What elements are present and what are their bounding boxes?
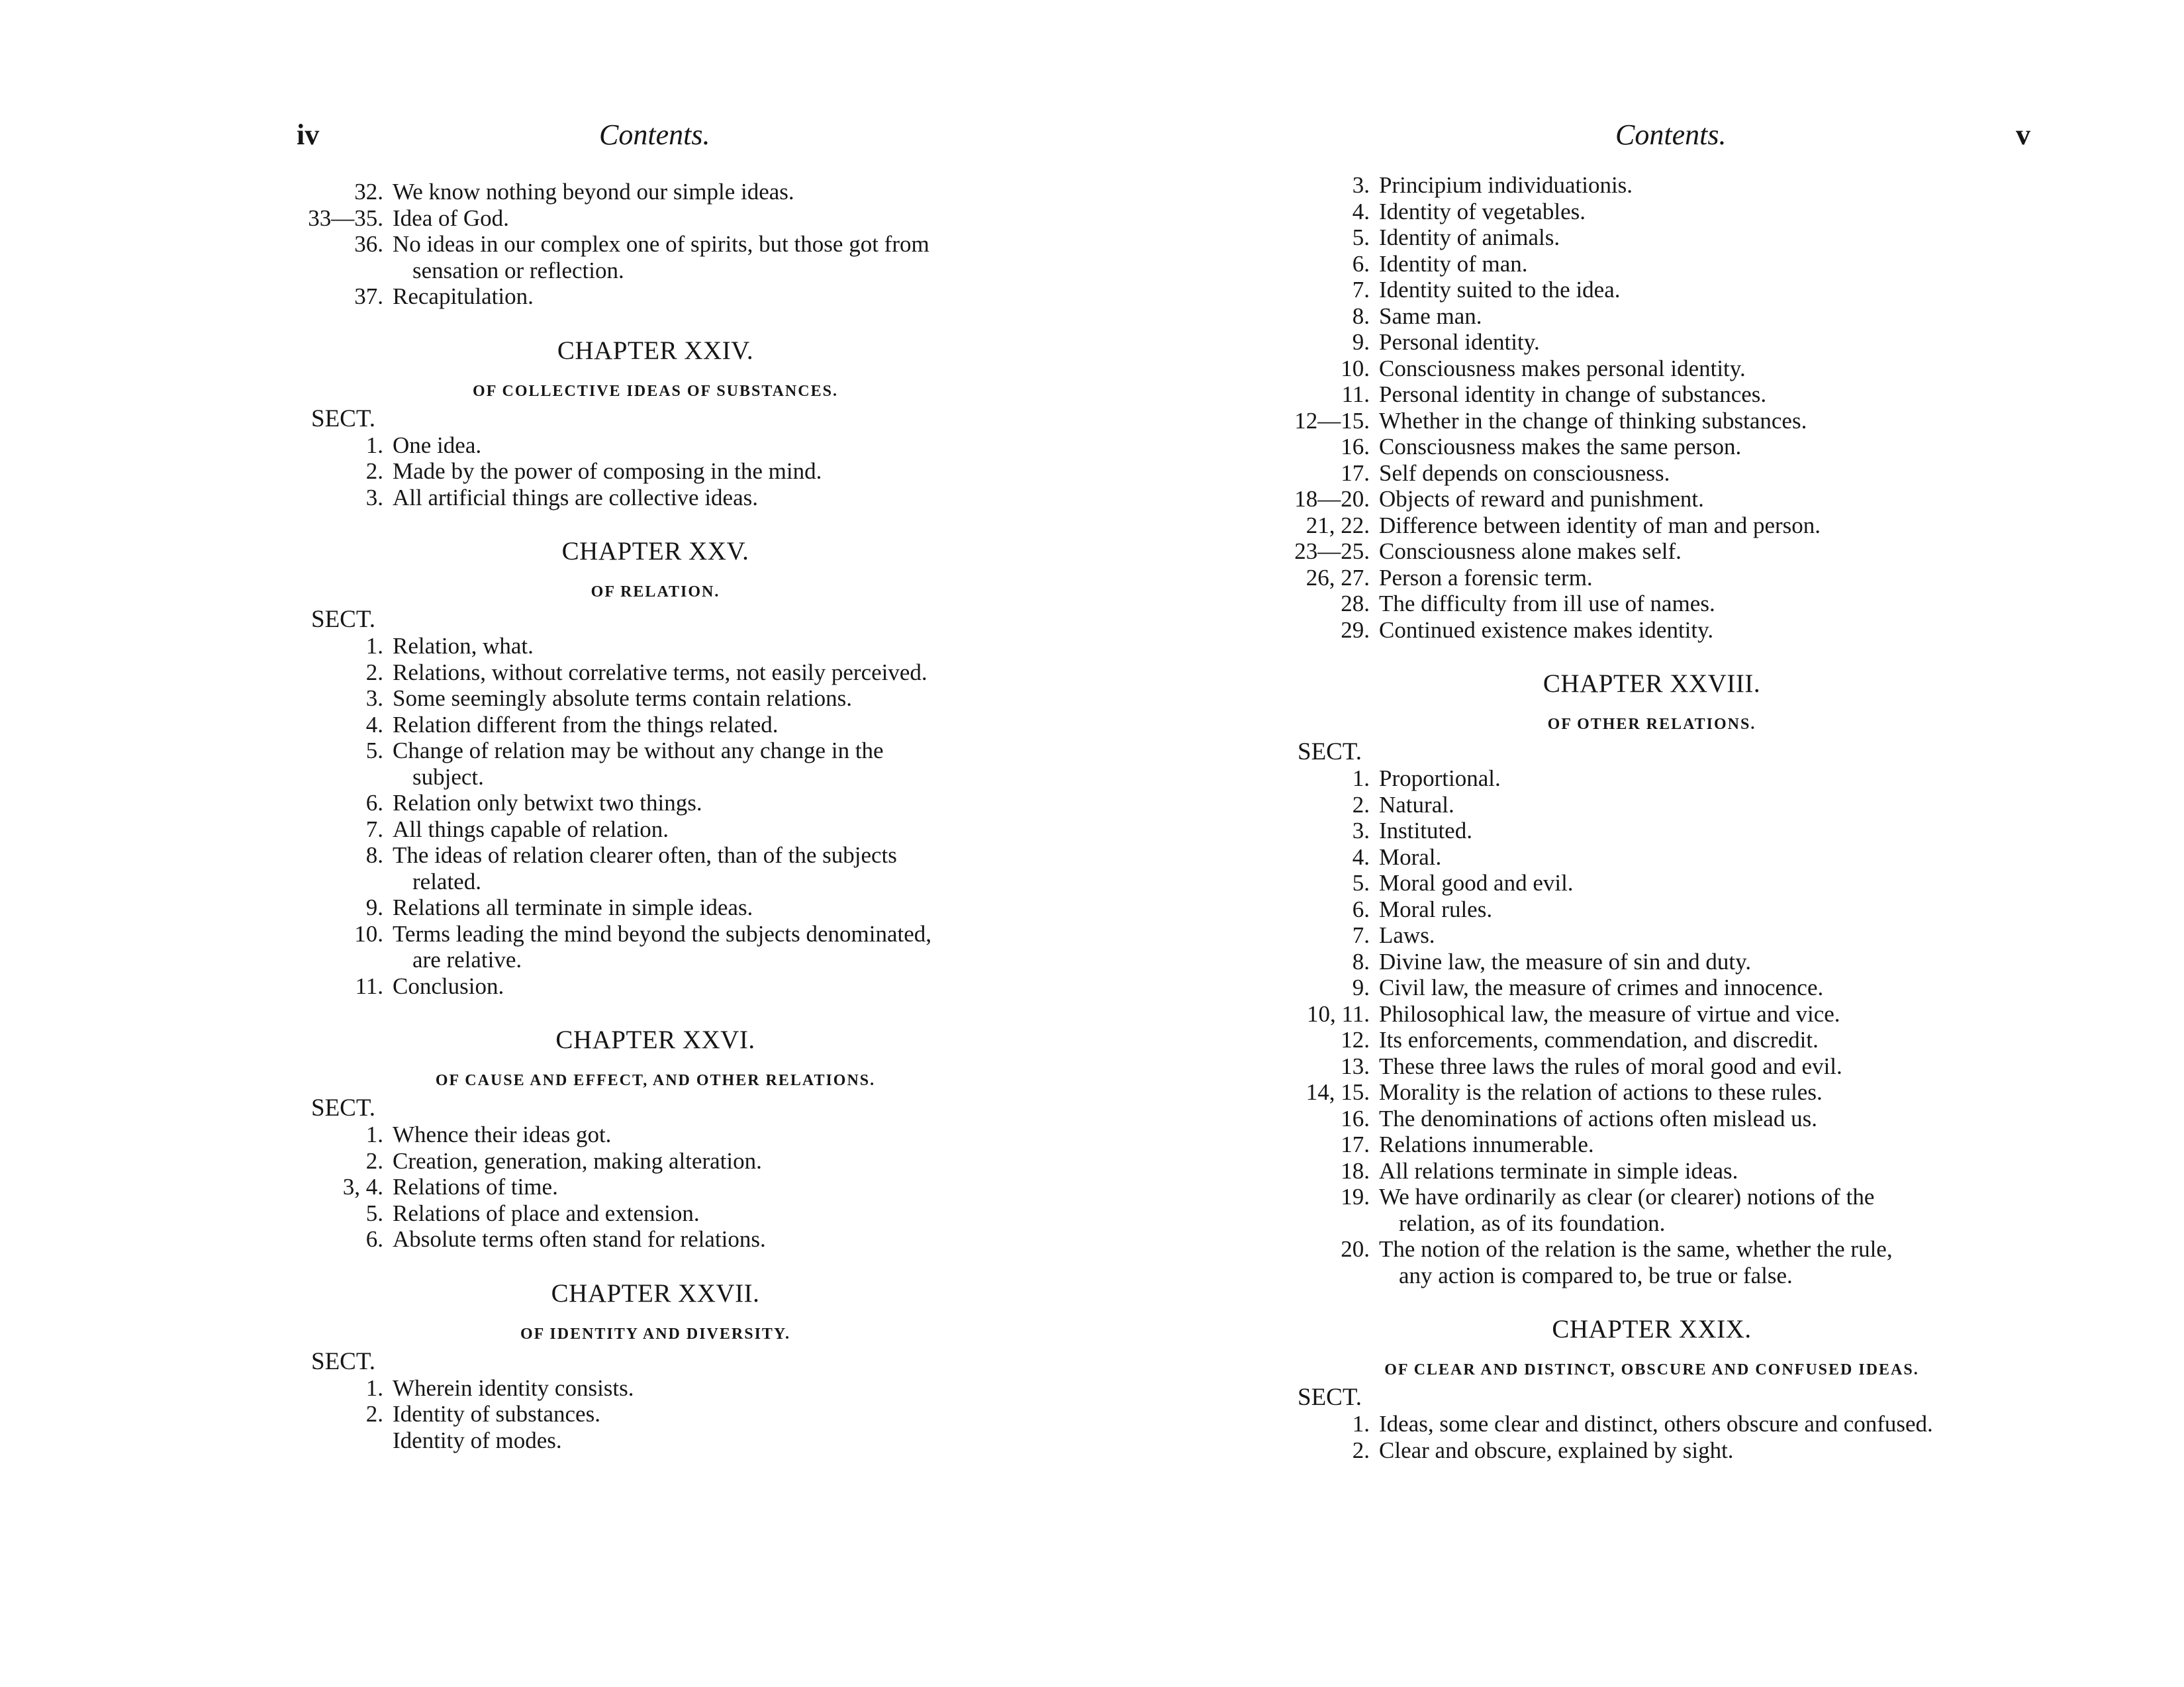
- entry-text-continued: relation, as of its foundation.: [1399, 1210, 1666, 1236]
- toc-entry: [1278, 381, 2026, 408]
- chapter-subtitle: OF CLEAR AND DISTINCT, OBSCURE AND CONFUSED IDEAS.: [1384, 1361, 1919, 1378]
- entry-text: Identity suited to the idea.: [1379, 277, 1621, 303]
- entry-text: Relation only betwixt two things.: [393, 790, 702, 816]
- toc-entry: [1278, 565, 2026, 591]
- entry-text: Clear and obscure, explained by sight.: [1379, 1437, 1734, 1463]
- entry-text: Identity of substances.: [393, 1401, 600, 1427]
- entry-text: Same man.: [1379, 303, 1482, 329]
- toc-entry: [1278, 303, 2026, 330]
- section-number: 6.: [1352, 896, 1370, 922]
- section-number: 12—15.: [1294, 407, 1370, 434]
- section-number: 2.: [1352, 1437, 1370, 1463]
- chapter-heading: CHAPTER XXVI.: [555, 1026, 755, 1054]
- section-number: 9.: [1352, 329, 1370, 355]
- toc-entry: [1278, 1437, 2026, 1464]
- section-number: 4.: [1352, 198, 1370, 224]
- entry-text: Person a forensic term.: [1379, 564, 1593, 591]
- section-number: 20.: [1341, 1236, 1370, 1262]
- entry-text: Whence their ideas got.: [393, 1122, 612, 1147]
- section-number: 33—35.: [308, 205, 383, 231]
- sect-label: SECT.: [311, 405, 375, 432]
- entry-text: Wherein identity consists.: [393, 1374, 634, 1401]
- entry-text: Change of relation may be without any change in the: [393, 738, 884, 763]
- entry-text: We have ordinarily as clear (or clearer) notions of the: [1379, 1184, 1875, 1210]
- toc-entry: [291, 205, 1020, 232]
- toc-entry: [1278, 1184, 2026, 1236]
- toc-entry: [291, 712, 1020, 738]
- section-number: 28.: [1341, 591, 1370, 616]
- toc-entry: [291, 816, 1020, 843]
- section-number: 29.: [1341, 616, 1370, 643]
- entry-text: We know nothing beyond our simple ideas.: [393, 179, 794, 205]
- entry-text: These three laws the rules of moral good and evil.: [1379, 1053, 1842, 1079]
- entry-text: Proportional.: [1379, 765, 1501, 791]
- toc-entry: [291, 1375, 1020, 1402]
- toc-entry: [1278, 172, 2026, 199]
- toc-entry: [1278, 329, 2026, 356]
- sect-label: SECT.: [311, 1347, 375, 1375]
- toc-entry: [291, 1122, 1020, 1148]
- section-number: 4.: [365, 711, 383, 738]
- section-number: 2.: [1352, 791, 1370, 818]
- entry-text: Difference between identity of man and person.: [1379, 512, 1821, 538]
- toc-entry: [1278, 1079, 2026, 1106]
- toc-entry: [1278, 434, 2026, 460]
- entry-text: Relations, without correlative terms, not easily perceived.: [393, 659, 927, 685]
- section-number: 1.: [365, 633, 383, 659]
- entry-text: Identity of modes.: [393, 1427, 562, 1453]
- section-number: 11.: [355, 973, 383, 999]
- entry-text: Instituted.: [1379, 818, 1472, 844]
- section-number: 16.: [1341, 1105, 1370, 1132]
- section-number: 1.: [365, 432, 383, 458]
- entry-text-continued: subject.: [412, 763, 484, 790]
- toc-entry: [291, 1427, 1020, 1454]
- sect-label: SECT.: [311, 606, 375, 633]
- entry-text: Moral.: [1379, 844, 1442, 870]
- entry-text-continued: are relative.: [412, 947, 522, 973]
- entry-text: Its enforcements, commendation, and discredit.: [1379, 1027, 1819, 1053]
- sect-label: SECT.: [311, 1094, 375, 1122]
- toc-entry: [1278, 512, 2026, 539]
- section-number: 1.: [1352, 1411, 1370, 1437]
- toc-entry: [1278, 591, 2026, 617]
- entry-text: Whether in the change of thinking substances.: [1379, 407, 1807, 434]
- section-number: 37.: [354, 283, 383, 309]
- entry-text: Conclusion.: [393, 973, 504, 999]
- sect-label: SECT.: [1298, 738, 1362, 765]
- entry-text: Relations of time.: [393, 1174, 558, 1200]
- section-number: 18.: [1341, 1157, 1370, 1184]
- section-number: 21, 22.: [1306, 512, 1370, 538]
- toc-entry: [291, 1148, 1020, 1175]
- entry-text: Absolute terms often stand for relations.: [393, 1226, 766, 1252]
- entry-text: Recapitulation.: [393, 283, 534, 309]
- section-number: 3.: [1352, 172, 1370, 198]
- section-number: 9.: [1352, 975, 1370, 1000]
- entry-text: Some seemingly absolute terms contain relations.: [393, 685, 853, 711]
- toc-entry: [1278, 356, 2026, 382]
- section-number: 8.: [1352, 303, 1370, 329]
- entry-text-continued: related.: [412, 868, 481, 894]
- entry-text: Divine law, the measure of sin and duty.: [1379, 948, 1752, 975]
- toc-entry: [291, 179, 1020, 205]
- chapter-subtitle: OF COLLECTIVE IDEAS OF SUBSTANCES.: [473, 382, 838, 400]
- entry-text: Terms leading the mind beyond the subjects denominated,: [393, 920, 932, 947]
- toc-entry: [291, 1226, 1020, 1253]
- section-number: 10, 11.: [1307, 1000, 1370, 1027]
- entry-text: Consciousness makes the same person.: [1379, 434, 1742, 459]
- entry-text: Identity of vegetables.: [1379, 198, 1586, 224]
- section-number: 4.: [1352, 844, 1370, 870]
- entry-text: Ideas, some clear and distinct, others obscure and confused.: [1379, 1411, 1933, 1437]
- entry-text: Moral rules.: [1379, 896, 1493, 922]
- right-page: [1086, 0, 2184, 1687]
- section-number: 9.: [365, 894, 383, 920]
- toc-entry: [1278, 277, 2026, 303]
- section-number: 8.: [365, 842, 383, 868]
- entry-text: All things capable of relation.: [393, 816, 669, 842]
- section-number: 5.: [1352, 870, 1370, 896]
- toc-entry: [291, 1200, 1020, 1227]
- section-number: 5.: [1352, 224, 1370, 250]
- section-number: 23—25.: [1294, 538, 1370, 564]
- toc-entry: [1278, 199, 2026, 225]
- toc-entry: [1278, 949, 2026, 975]
- section-number: 3.: [365, 685, 383, 711]
- toc-entry: [1278, 251, 2026, 277]
- running-head: Contents.: [1615, 119, 1727, 151]
- toc-entry: [291, 685, 1020, 712]
- entry-text-continued: sensation or reflection.: [412, 257, 624, 283]
- chapter-subtitle: OF IDENTITY AND DIVERSITY.: [520, 1325, 791, 1343]
- contents-body: [1278, 172, 2026, 1463]
- chapter-xxvi: [291, 1025, 1020, 1253]
- chapter-xxix: [1278, 1314, 2026, 1463]
- toc-entry: [1278, 486, 2026, 512]
- entry-text: Relation different from the things related.: [393, 711, 779, 738]
- toc-entry: [291, 921, 1020, 973]
- entry-text: The ideas of relation clearer often, than of the subjects: [393, 842, 897, 868]
- chapter-heading: CHAPTER XXVIII.: [1543, 669, 1761, 698]
- toc-entry: [291, 894, 1020, 921]
- entry-text: Moral good and evil.: [1379, 870, 1574, 896]
- section-number: 12.: [1341, 1027, 1370, 1053]
- toc-entry: [291, 738, 1020, 790]
- entry-text: All relations terminate in simple ideas.: [1379, 1157, 1738, 1184]
- page-number: v: [2016, 119, 2030, 151]
- toc-entry: [291, 458, 1020, 485]
- chapter-heading: CHAPTER XXVII.: [551, 1278, 760, 1308]
- section-number: 2.: [365, 659, 383, 685]
- chapter-heading: CHAPTER XXV.: [561, 537, 749, 565]
- section-number: 10.: [354, 920, 383, 947]
- section-number: 5.: [365, 1200, 383, 1226]
- entry-text: Civil law, the measure of crimes and innocence.: [1379, 975, 1824, 1000]
- section-number: 7.: [1352, 277, 1370, 303]
- running-head: Contents.: [599, 119, 710, 151]
- entry-text: Personal identity in change of substances.: [1379, 381, 1767, 407]
- entry-text: Consciousness makes personal identity.: [1379, 355, 1746, 381]
- toc-entry: [1278, 1053, 2026, 1080]
- top-entries: [291, 179, 1020, 310]
- entry-text: Creation, generation, making alteration.: [393, 1147, 762, 1174]
- toc-entry: [1278, 1236, 2026, 1288]
- toc-entry: [1278, 922, 2026, 949]
- section-number: 6.: [1352, 250, 1370, 277]
- section-number: 5.: [365, 738, 383, 763]
- toc-entry: [291, 283, 1020, 310]
- sect-label: SECT.: [1298, 1384, 1362, 1411]
- left-page: [0, 0, 1086, 1687]
- entry-text-continued: any action is compared to, be true or false.: [1399, 1262, 1793, 1288]
- section-number: 3.: [365, 484, 383, 510]
- toc-entry: [1278, 1106, 2026, 1132]
- chapter-heading: CHAPTER XXIV.: [557, 336, 754, 365]
- section-number: 1.: [1352, 765, 1370, 791]
- entry-text: All artificial things are collective ideas.: [393, 484, 759, 510]
- chapter-xxviii: [1278, 669, 2026, 1288]
- section-number: 32.: [354, 179, 383, 205]
- toc-entry: [1278, 1027, 2026, 1053]
- page-number: iv: [297, 119, 320, 151]
- entry-text: Relation, what.: [393, 633, 534, 659]
- section-number: 14, 15.: [1306, 1079, 1370, 1105]
- section-number: 7.: [365, 816, 383, 842]
- entry-text: Laws.: [1379, 922, 1435, 948]
- section-number: 1.: [365, 1122, 383, 1147]
- toc-entry: [1278, 765, 2026, 792]
- entry-text: Philosophical law, the measure of virtue and vice.: [1379, 1000, 1840, 1027]
- section-number: 6.: [365, 1226, 383, 1252]
- top-entries: [1278, 172, 2026, 643]
- entry-text: Made by the power of composing in the mind.: [393, 458, 822, 484]
- section-number: [291, 1427, 393, 1454]
- section-number: 36.: [354, 231, 383, 257]
- toc-entry: [1278, 1132, 2026, 1158]
- toc-entry: [291, 973, 1020, 1000]
- chapter-xxiv: [291, 336, 1020, 511]
- toc-entry: [1278, 224, 2026, 251]
- entry-text: Relations of place and extension.: [393, 1200, 700, 1226]
- toc-entry: [291, 485, 1020, 511]
- entry-text: No ideas in our complex one of spirits, but those got from: [393, 231, 929, 257]
- chapter-subtitle: OF RELATION.: [591, 583, 720, 601]
- section-number: 17.: [1341, 1132, 1370, 1157]
- section-number: 6.: [365, 790, 383, 816]
- section-number: 8.: [1352, 948, 1370, 975]
- chapter-subtitle: OF CAUSE AND EFFECT, AND OTHER RELATIONS.: [435, 1072, 876, 1089]
- toc-entry: [291, 790, 1020, 816]
- entry-text: Relations innumerable.: [1379, 1132, 1594, 1157]
- entry-text: Consciousness alone makes self.: [1379, 538, 1682, 564]
- toc-entry: [1278, 870, 2026, 896]
- toc-entry: [1278, 792, 2026, 818]
- toc-entry: [291, 659, 1020, 686]
- entry-text: Idea of God.: [393, 205, 509, 231]
- toc-entry: [1278, 1001, 2026, 1028]
- entry-text: Personal identity.: [1379, 329, 1540, 355]
- toc-entry: [1278, 617, 2026, 644]
- contents-body: [291, 179, 1020, 1453]
- toc-entry: [1278, 818, 2026, 844]
- chapter-xxvii: [291, 1278, 1020, 1454]
- section-number: 1.: [365, 1374, 383, 1401]
- section-number: 3, 4.: [342, 1174, 383, 1200]
- section-number: 16.: [1341, 434, 1370, 459]
- section-number: 2.: [365, 1401, 383, 1427]
- entry-text: Morality is the relation of actions to these rules.: [1379, 1079, 1823, 1105]
- entry-text: Identity of animals.: [1379, 224, 1560, 250]
- entry-text: The denominations of actions often mislead us.: [1379, 1105, 1817, 1132]
- toc-entry: [291, 842, 1020, 894]
- section-number: 26, 27.: [1306, 564, 1370, 591]
- toc-entry: [1278, 844, 2026, 871]
- entry-text: One idea.: [393, 432, 482, 458]
- section-number: 2.: [365, 458, 383, 484]
- toc-entry: [1278, 1158, 2026, 1184]
- section-number: 19.: [1341, 1184, 1370, 1210]
- entry-text: The notion of the relation is the same, whether the rule,: [1379, 1236, 1893, 1262]
- toc-entry: [1278, 896, 2026, 923]
- entry-text: The difficulty from ill use of names.: [1379, 591, 1715, 616]
- entry-text: Principium individuationis.: [1379, 172, 1633, 198]
- chapter-subtitle: OF OTHER RELATIONS.: [1547, 716, 1756, 733]
- toc-entry: [291, 1174, 1020, 1200]
- toc-entry: [1278, 538, 2026, 565]
- section-number: 13.: [1341, 1053, 1370, 1079]
- toc-entry: [291, 432, 1020, 459]
- section-number: 3.: [1352, 818, 1370, 844]
- section-number: 7.: [1352, 922, 1370, 948]
- toc-entry: [1278, 975, 2026, 1001]
- section-number: 10.: [1341, 355, 1370, 381]
- toc-entry: [1278, 408, 2026, 434]
- section-number: 11.: [1341, 381, 1370, 407]
- entry-text: Identity of man.: [1379, 250, 1528, 277]
- entry-text: Self depends on consciousness.: [1379, 459, 1670, 486]
- entry-text: Relations all terminate in simple ideas.: [393, 894, 753, 920]
- entry-text: Objects of reward and punishment.: [1379, 486, 1704, 512]
- chapter-heading: CHAPTER XXIX.: [1552, 1315, 1752, 1343]
- entry-text: Natural.: [1379, 791, 1454, 818]
- section-number: 2.: [365, 1147, 383, 1174]
- chapter-xxv: [291, 536, 1020, 999]
- section-number: 17.: [1341, 459, 1370, 486]
- toc-entry: [291, 1401, 1020, 1427]
- toc-entry: [291, 231, 1020, 283]
- toc-entry: [1278, 1411, 2026, 1437]
- entry-text: Continued existence makes identity.: [1379, 616, 1714, 643]
- toc-entry: [1278, 460, 2026, 487]
- section-number: 18—20.: [1294, 486, 1370, 512]
- toc-entry: [291, 633, 1020, 659]
